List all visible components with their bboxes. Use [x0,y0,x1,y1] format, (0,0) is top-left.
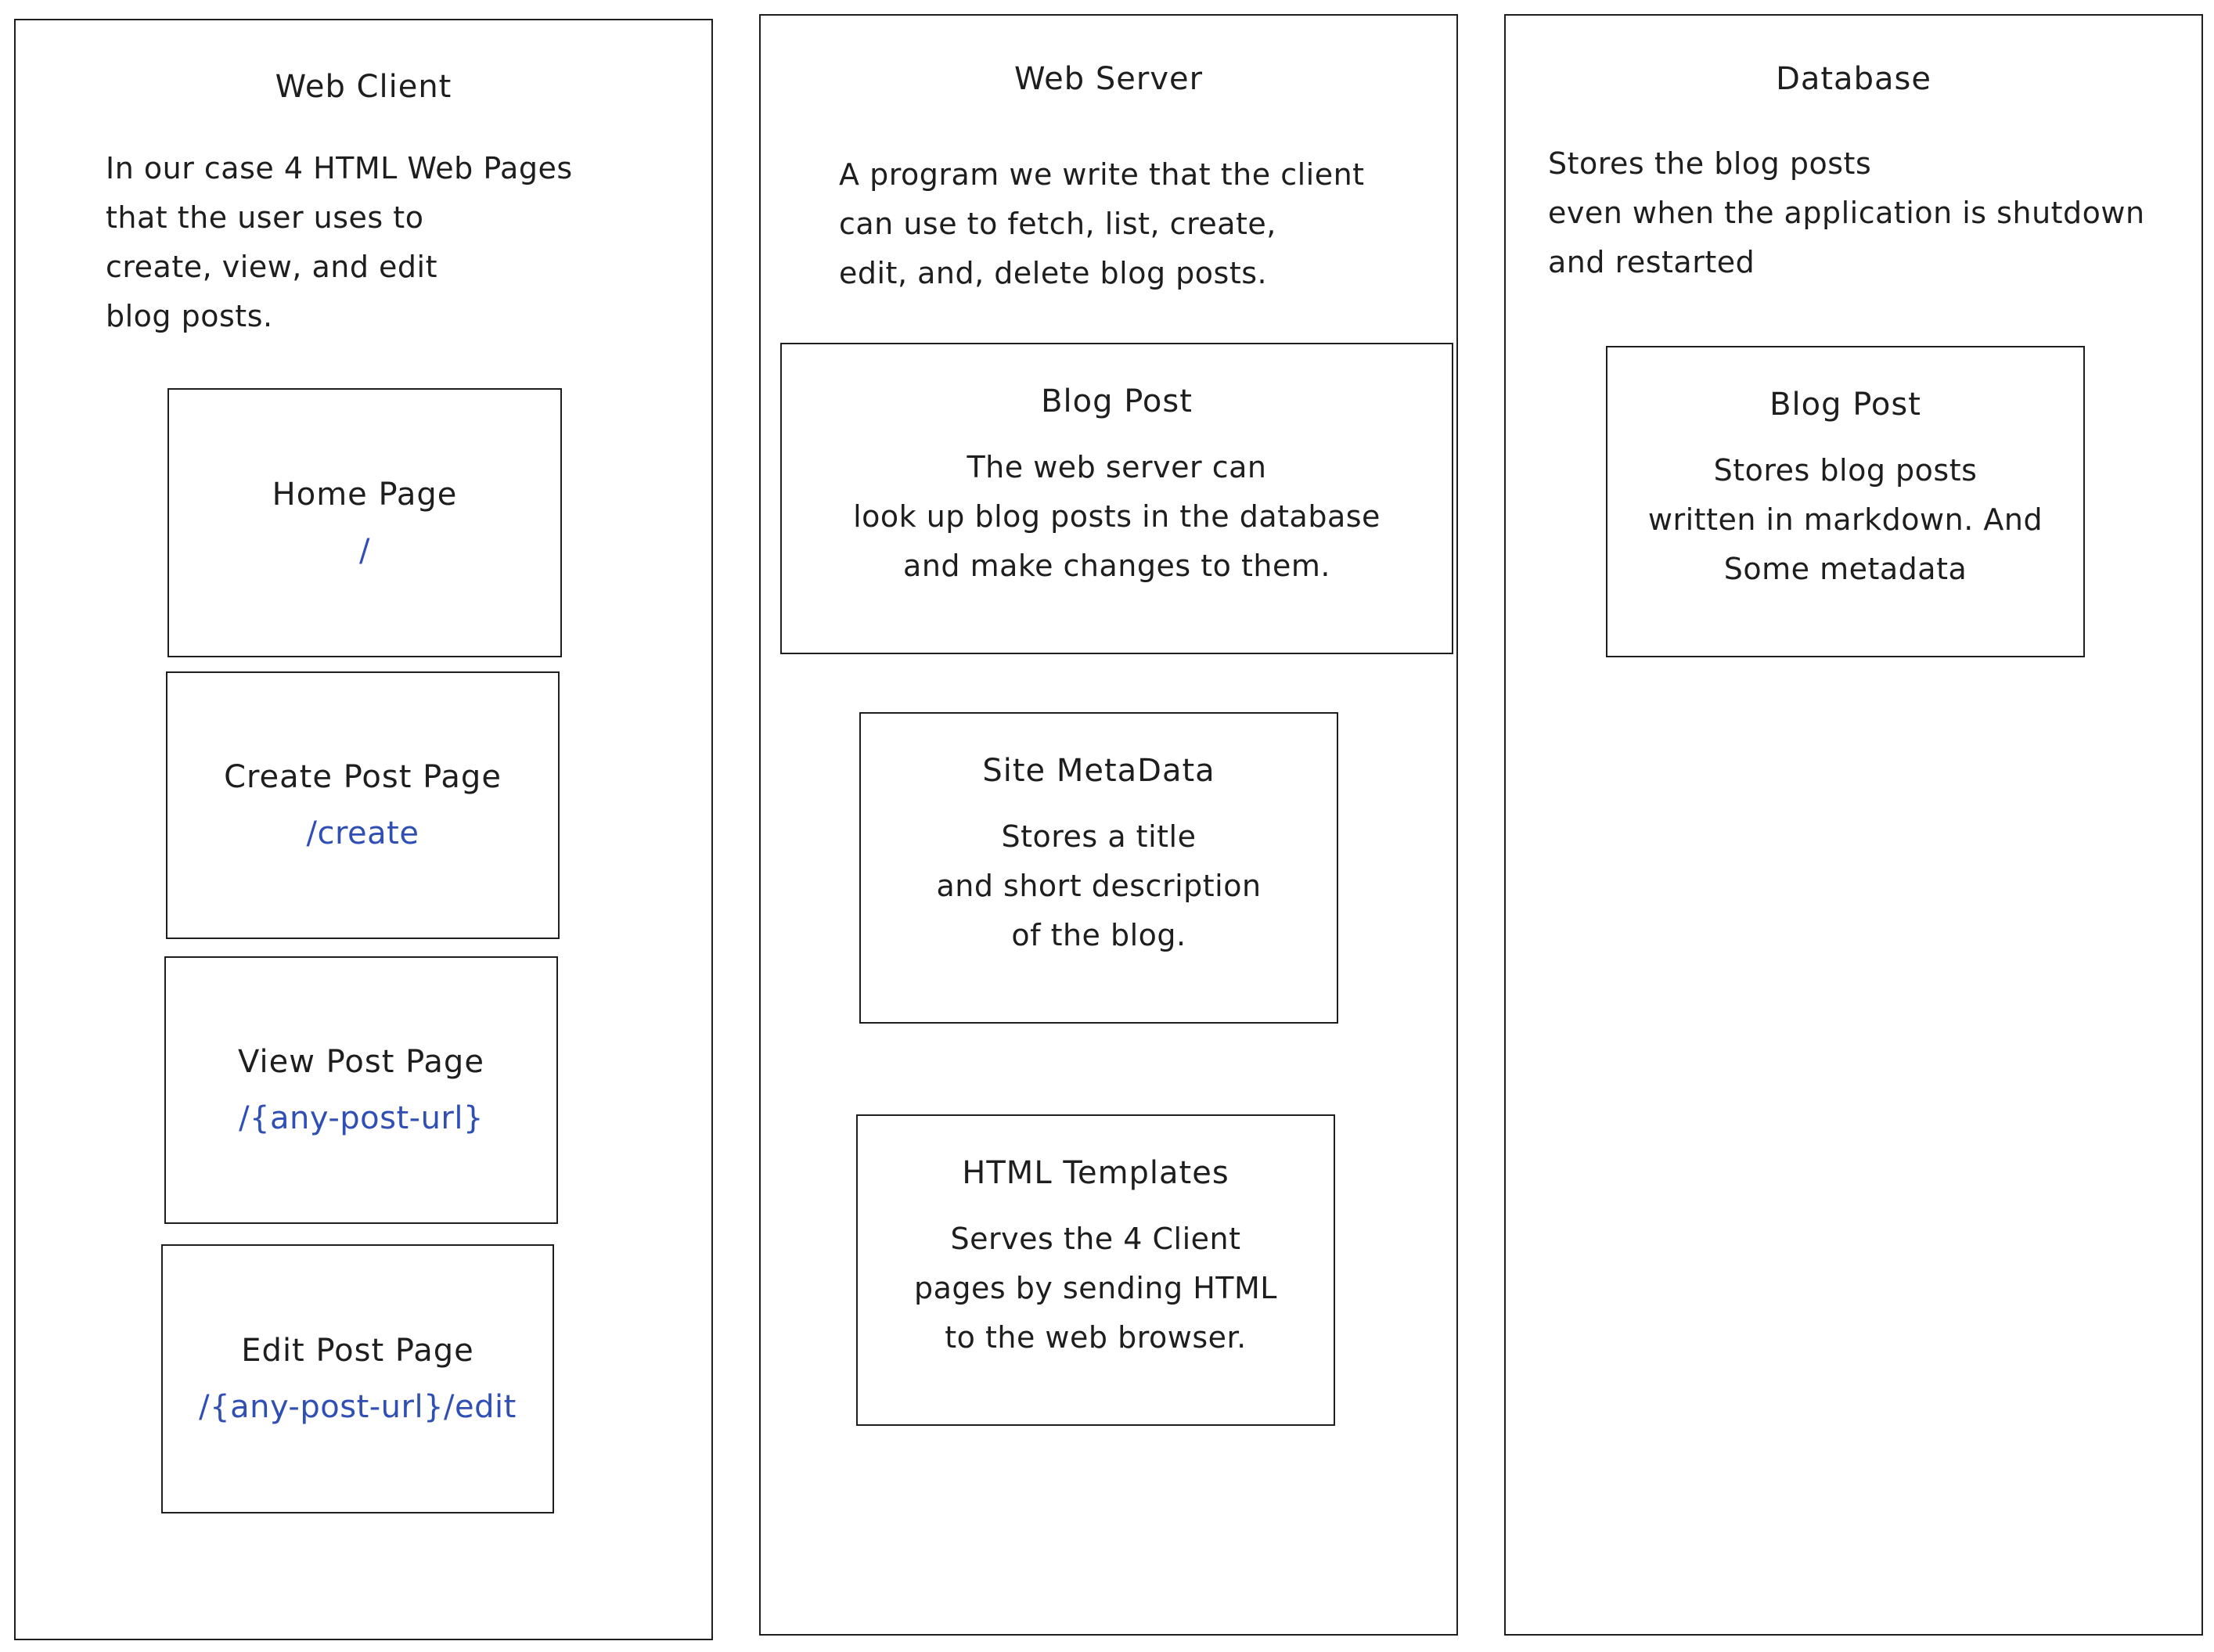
create-post-page-card [166,671,560,939]
view-post-page-card [164,956,558,1224]
create-post-page-route: /create [306,815,419,851]
web-client-description: In our case 4 HTML Web Pages that the user uses to create, view, and edit blog posts. [106,151,573,333]
site-metadata-description: Stores a title and short description of the blog. [936,819,1262,952]
view-post-page-route: /{any-post-url} [239,1100,484,1136]
web-server-description: A program we write that the client can use to fetch, list, create, edit, and, delete blog posts. [839,157,1365,290]
home-page-title: Home Page [272,477,458,513]
database-blog-post-card [1606,346,2085,657]
server-blog-post-description: The web server can look up blog posts in the database and make changes to them. [853,450,1381,583]
edit-post-page-card [161,1244,554,1513]
home-page-card [167,388,562,657]
database-blog-post-title: Blog Post [1769,387,1921,423]
html-templates-description: Serves the 4 Client pages by sending HTML to the web browser. [914,1222,1277,1355]
server-blog-post-title: Blog Post [1041,383,1193,419]
edit-post-page-route: /{any-post-url}/edit [199,1389,517,1425]
database-description: Stores the blog posts even when the application is shutdown and restarted [1548,146,2145,279]
database-title: Database [1776,61,1931,97]
edit-post-page-title: Edit Post Page [241,1333,474,1369]
home-page-route: / [359,533,370,569]
database-blog-post-description: Stores blog posts written in markdown. And Some metadata [1647,453,2043,586]
database-column [1504,14,2203,1636]
web-client-title: Web Client [275,69,452,105]
web-server-column [759,14,1458,1636]
site-metadata-card [859,712,1338,1024]
web-server-title: Web Server [1013,61,1204,97]
create-post-page-title: Create Post Page [224,759,502,795]
server-blog-post-card [780,343,1453,654]
web-client-column [14,19,713,1640]
view-post-page-title: View Post Page [238,1044,484,1080]
html-templates-card [856,1114,1335,1426]
html-templates-title: HTML Templates [962,1155,1229,1191]
site-metadata-title: Site MetaData [982,753,1215,789]
